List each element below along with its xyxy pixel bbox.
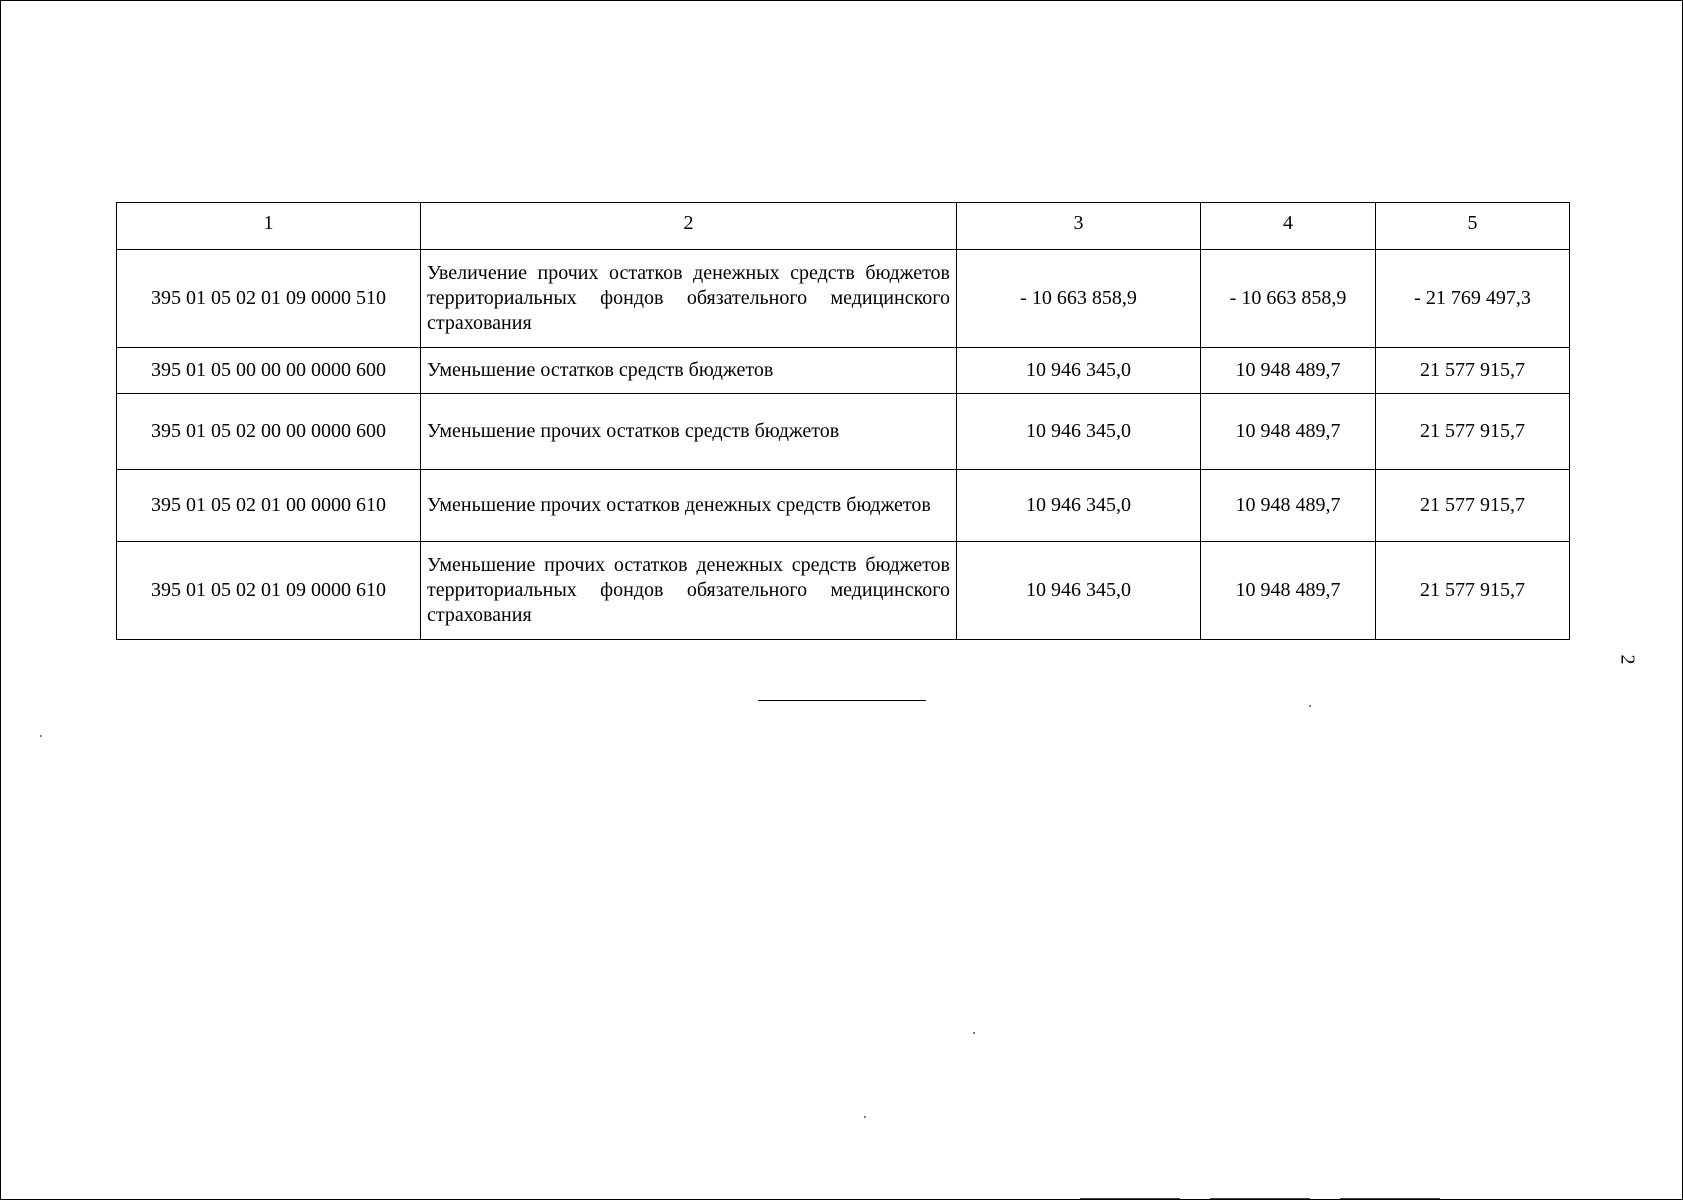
amount-col3-cell: - 10 663 858,9 [957, 250, 1201, 348]
column-number-2: 2 [421, 203, 957, 250]
scan-edge-mark [1210, 1198, 1310, 1199]
amount-col5-cell: - 21 769 497,3 [1376, 250, 1570, 348]
amount-col3-cell: 10 946 345,0 [957, 348, 1201, 394]
budget-code-cell: 395 01 05 02 01 09 0000 610 [117, 542, 421, 640]
item-name-cell: Уменьшение прочих остатков денежных средств бюджетов территориальных фондов обязательного медицинского страхования [421, 542, 957, 640]
table-row [117, 394, 1570, 470]
table-row [117, 542, 1570, 640]
scan-speck [1309, 705, 1311, 707]
amount-col4-cell: 10 948 489,7 [1201, 394, 1376, 470]
amount-col3-cell: 10 946 345,0 [957, 542, 1201, 640]
scan-edge-mark [1340, 1198, 1440, 1199]
amount-col4-cell: 10 948 489,7 [1201, 470, 1376, 542]
amount-col5-cell: 21 577 915,7 [1376, 470, 1570, 542]
column-number-5: 5 [1376, 203, 1570, 250]
end-of-document-rule [758, 700, 926, 701]
scan-speck [40, 735, 42, 737]
page-number: 2 [1616, 654, 1639, 665]
amount-col4-cell: 10 948 489,7 [1201, 348, 1376, 394]
column-number-1: 1 [117, 203, 421, 250]
amount-col3-cell: 10 946 345,0 [957, 394, 1201, 470]
amount-col5-cell: 21 577 915,7 [1376, 542, 1570, 640]
scan-speck [864, 1116, 866, 1118]
item-name-cell: Уменьшение прочих остатков средств бюджетов [421, 394, 957, 470]
column-number-3: 3 [957, 203, 1201, 250]
budget-code-cell: 395 01 05 02 01 09 0000 510 [117, 250, 421, 348]
table-row [117, 348, 1570, 394]
column-number-4: 4 [1201, 203, 1376, 250]
table-header-row [117, 203, 1570, 250]
amount-col4-cell: - 10 663 858,9 [1201, 250, 1376, 348]
scan-edge-mark [1080, 1198, 1180, 1199]
item-name-cell: Уменьшение остатков средств бюджетов [421, 348, 957, 394]
budget-sources-table [116, 202, 1570, 640]
item-name-cell: Увеличение прочих остатков денежных средств бюджетов территориальных фондов обязательного медицинского страхования [421, 250, 957, 348]
budget-code-cell: 395 01 05 02 01 00 0000 610 [117, 470, 421, 542]
amount-col4-cell: 10 948 489,7 [1201, 542, 1376, 640]
table-row [117, 470, 1570, 542]
amount-col5-cell: 21 577 915,7 [1376, 394, 1570, 470]
table-row [117, 250, 1570, 348]
amount-col3-cell: 10 946 345,0 [957, 470, 1201, 542]
item-name-cell: Уменьшение прочих остатков денежных средств бюджетов [421, 470, 957, 542]
amount-col5-cell: 21 577 915,7 [1376, 348, 1570, 394]
budget-code-cell: 395 01 05 02 00 00 0000 600 [117, 394, 421, 470]
scan-speck [973, 1032, 975, 1034]
budget-code-cell: 395 01 05 00 00 00 0000 600 [117, 348, 421, 394]
